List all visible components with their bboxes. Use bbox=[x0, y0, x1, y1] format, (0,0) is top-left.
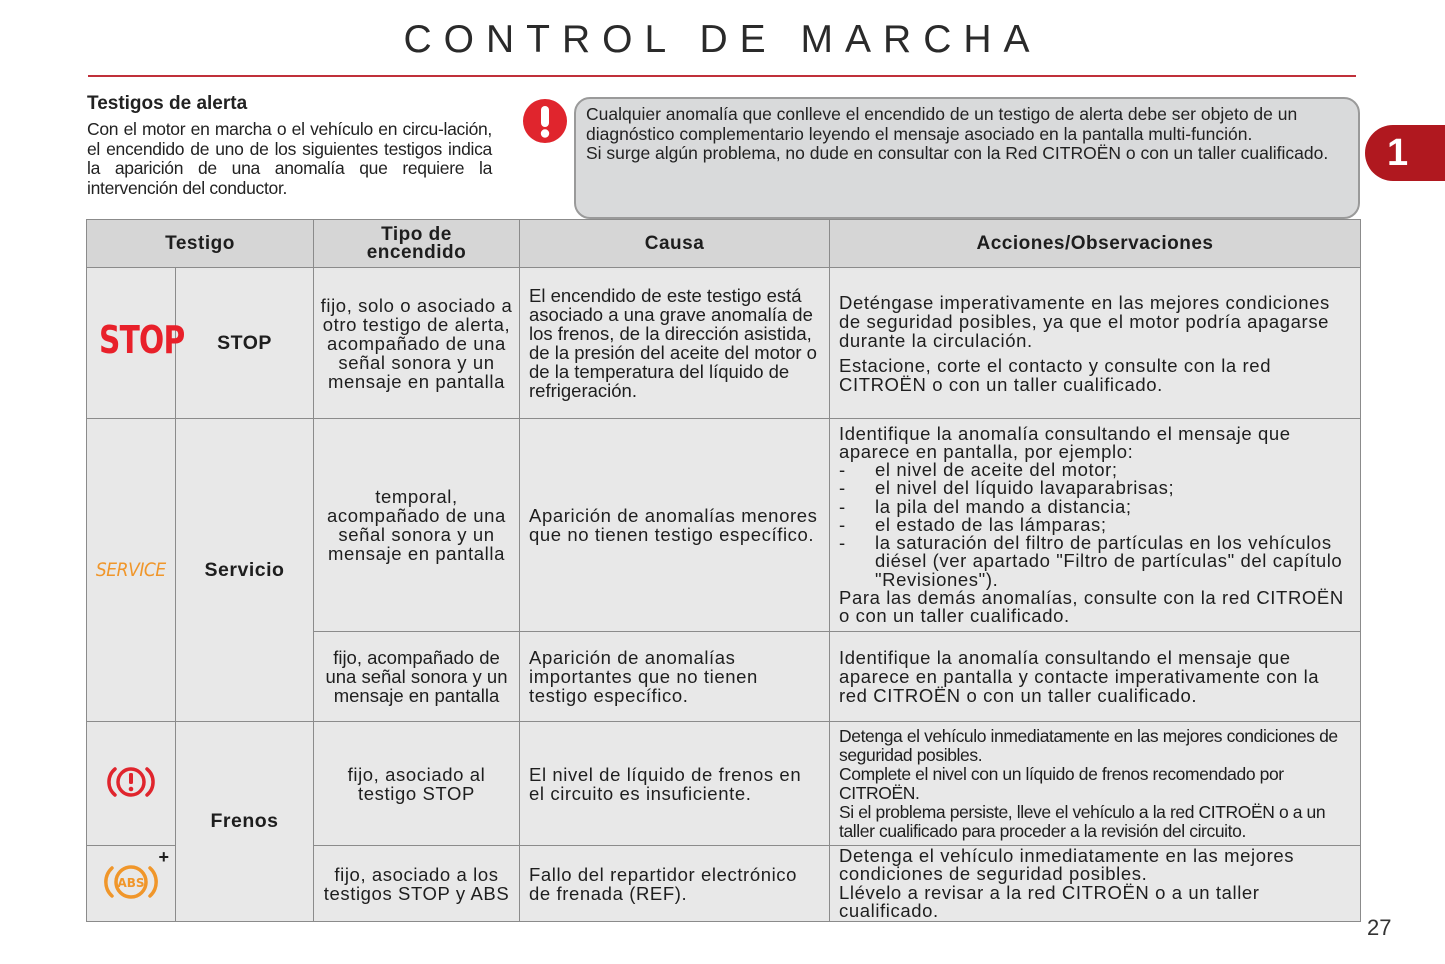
list-item: - el nivel de aceite del motor; bbox=[839, 461, 1350, 479]
warning-text-2: Si surge algún problema, no dude en consultar con la Red CITROËN o con un taller cualificado. bbox=[586, 143, 1329, 163]
abs-warning-icon-cell bbox=[87, 846, 176, 922]
brakes-type-1: fijo, asociado al testigo STOP bbox=[314, 722, 520, 846]
stop-warning-icon-cell bbox=[87, 268, 185, 419]
service-action-list bbox=[839, 461, 1350, 588]
stop-type: fijo, solo o asociado a otro testigo de alerta, acompañado de una señal sonora y un mensaje en pantalla bbox=[314, 268, 520, 419]
brakes-name: Frenos bbox=[176, 722, 314, 922]
service-name: Servicio bbox=[176, 419, 314, 722]
brakes-action-2-1: Detenga el vehículo inmediatamente en las mejores condiciones de seguridad posibles. bbox=[839, 845, 1295, 885]
header-acciones: Acciones/Observaciones bbox=[830, 220, 1361, 268]
title-divider bbox=[88, 75, 1356, 77]
brakes-action-3: Si el problema persiste, lleve el vehículo a la red CITROËN o a un taller cualificado para proceder a la revisión del circuito. bbox=[839, 801, 1326, 841]
exclamation-warning-icon bbox=[522, 98, 568, 144]
abs-warning-icon bbox=[100, 860, 162, 904]
warning-lights-table bbox=[86, 219, 1360, 921]
brake-warning-icon bbox=[106, 762, 156, 802]
warning-note bbox=[574, 97, 1360, 219]
table-header-row bbox=[87, 220, 1361, 268]
brake-warning-icon-cell bbox=[87, 722, 176, 846]
header-testigo: Testigo bbox=[87, 220, 314, 268]
list-item: - el nivel del líquido lavaparabrisas; bbox=[839, 479, 1350, 497]
header-causa: Causa bbox=[520, 220, 830, 268]
brakes-actions-2 bbox=[830, 846, 1361, 922]
brakes-cause-1: El nivel de líquido de frenos en el circuito es insuficiente. bbox=[520, 722, 830, 846]
brakes-actions-1 bbox=[830, 722, 1361, 846]
service-cause-2: Aparición de anomalías importantes que no tienen testigo específico. bbox=[520, 632, 830, 722]
section-intro-text: Con el motor en marcha o el vehículo en circu-lación, el encendido de uno de los siguientes testigos indica la aparición de una anomalía que requiere la intervención del conductor. bbox=[87, 119, 492, 198]
brakes-action-2: Complete el nivel con un líquido de frenos recomendado por CITROËN. bbox=[839, 763, 1284, 803]
brakes-action-1: Detenga el vehículo inmediatamente en las mejores condiciones de seguridad posibles. bbox=[839, 725, 1338, 765]
brakes-cause-2: Fallo del repartidor electrónico de frenada (REF). bbox=[520, 846, 830, 922]
stop-name: STOP bbox=[176, 268, 314, 419]
stop-action-1: Deténgase imperativamente en las mejores condiciones de seguridad posibles, ya que el motor podría apagarse durante la circulación. bbox=[839, 291, 1330, 351]
service-action-2: Identifique la anomalía consultando el mensaje que aparece en pantalla y contacte imperativamente con la red CITROËN o con un taller cualificado. bbox=[830, 632, 1361, 722]
service-icon: SERVICE bbox=[96, 559, 166, 581]
service-action-intro: Identifique la anomalía consultando el mensaje que aparece en pantalla, por ejemplo: bbox=[839, 422, 1291, 463]
service-action-outro: Para las demás anomalías, consulte con la red CITROËN o con un taller cualificado. bbox=[839, 586, 1344, 626]
service-type-2: fijo, acompañado de una señal sonora y un mensaje en pantalla bbox=[314, 632, 520, 722]
table-row-stop bbox=[87, 268, 1361, 419]
warning-text-1: Cualquier anomalía que conlleve el encendido de un testigo de alerta debe ser objeto de un diagnóstico complementario leyendo el mensaje asociado en la pantalla multi-función. bbox=[586, 104, 1298, 144]
list-item: - el estado de las lámparas; bbox=[839, 516, 1350, 534]
header-tipo: Tipo de encendido bbox=[314, 220, 520, 268]
list-item: - la pila del mando a distancia; bbox=[839, 498, 1350, 516]
plus-sign: + bbox=[158, 847, 169, 867]
page-title: CONTROL DE MARCHA bbox=[403, 18, 1042, 61]
list-item: - la saturación del filtro de partículas en los vehículos diésel (ver apartado "Filtro de partículas" del capítulo "Revisiones"). bbox=[839, 534, 1350, 589]
stop-icon: STOP bbox=[99, 317, 185, 362]
service-type-1: temporal, acompañado de una señal sonora y un mensaje en pantalla bbox=[314, 419, 520, 632]
service-cause-1: Aparición de anomalías menores que no tienen testigo específico. bbox=[520, 419, 830, 632]
abs-icon-label: ABS bbox=[117, 876, 145, 890]
page-number: 27 bbox=[1367, 915, 1392, 940]
stop-actions bbox=[830, 268, 1361, 419]
brakes-type-2: fijo, asociado a los testigos STOP y ABS bbox=[314, 846, 520, 922]
service-warning-icon-cell bbox=[87, 419, 176, 722]
table-row-service-1 bbox=[87, 419, 1361, 632]
stop-cause: El encendido de este testigo está asociado a una grave anomalía de los frenos, de la dirección asistida, de la presión del aceite del motor o de la temperatura del líquido de refrigeración. bbox=[520, 268, 830, 419]
table-row-brakes-1 bbox=[87, 722, 1361, 846]
chapter-tab: 1 bbox=[1365, 125, 1445, 181]
brakes-action-2-2: Llévelo a revisar a la red CITROËN o a un taller cualificado. bbox=[839, 881, 1260, 921]
service-actions-1 bbox=[830, 419, 1361, 632]
section-heading: Testigos de alerta bbox=[87, 93, 248, 114]
stop-action-2: Estacione, corte el contacto y consulte con la red CITROËN o con un taller cualificado. bbox=[839, 354, 1272, 395]
